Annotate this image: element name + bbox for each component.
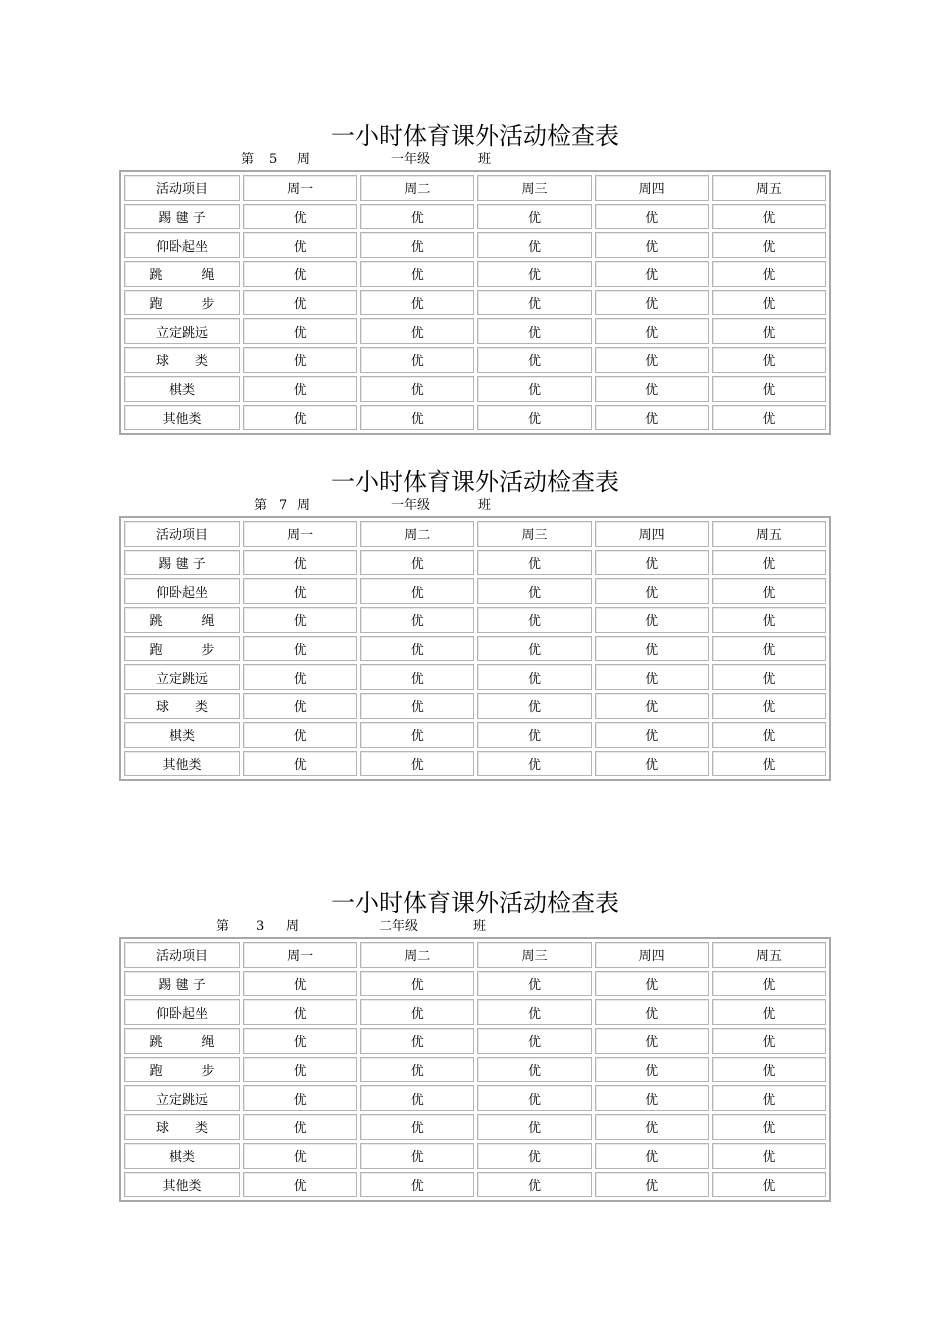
rating-cell: 优: [712, 405, 826, 431]
rating-cell: 优: [360, 1114, 474, 1140]
rating-cell: 优: [477, 1057, 591, 1083]
activity-name: 仰卧起坐: [124, 232, 240, 258]
rating-cell: 优: [477, 1172, 591, 1198]
rating-cell: 优: [477, 636, 591, 662]
rating-cell: 优: [595, 376, 709, 402]
rating-cell: 优: [243, 1028, 357, 1054]
rating-cell: 优: [712, 232, 826, 258]
table-row: [124, 693, 826, 719]
rating-cell: 优: [477, 347, 591, 373]
rating-cell: 优: [360, 636, 474, 662]
class-label: 班: [473, 919, 487, 934]
activity-name: 仰卧起坐: [124, 578, 240, 604]
sheet-subtitle: [119, 919, 831, 935]
activity-name: 跳 绳: [124, 261, 240, 287]
table-row: [124, 1085, 826, 1111]
rating-cell: 优: [243, 1114, 357, 1140]
activity-name: 跑 步: [124, 1057, 240, 1083]
activity-name: 踢 毽 子: [124, 204, 240, 230]
rating-cell: 优: [243, 1172, 357, 1198]
table-row: [124, 1114, 826, 1140]
header-cell: 周三: [477, 521, 591, 547]
activity-name: 仰卧起坐: [124, 999, 240, 1025]
rating-cell: 优: [595, 232, 709, 258]
header-cell: 周一: [243, 521, 357, 547]
activity-name: 跑 步: [124, 636, 240, 662]
rating-cell: 优: [360, 550, 474, 576]
table-row: [124, 318, 826, 344]
rating-cell: 优: [243, 204, 357, 230]
rating-cell: 优: [595, 1143, 709, 1169]
activity-name: 其他类: [124, 405, 240, 431]
table-row: [124, 204, 826, 230]
header-cell: 周四: [595, 175, 709, 201]
rating-cell: 优: [243, 999, 357, 1025]
activity-table: [119, 937, 831, 1202]
activity-name: 立定跳远: [124, 318, 240, 344]
header-cell: 周一: [243, 942, 357, 968]
rating-cell: 优: [712, 347, 826, 373]
rating-cell: 优: [595, 751, 709, 777]
sheet-title: 一小时体育课外活动检查表: [331, 122, 619, 150]
rating-cell: 优: [360, 318, 474, 344]
rating-cell: 优: [712, 578, 826, 604]
activity-name: 棋类: [124, 376, 240, 402]
rating-cell: 优: [595, 1085, 709, 1111]
table-row: [124, 971, 826, 997]
rating-cell: 优: [360, 999, 474, 1025]
activity-name: 球 类: [124, 347, 240, 373]
activity-table: [119, 170, 831, 435]
table-row: [124, 1028, 826, 1054]
rating-cell: 优: [477, 1028, 591, 1054]
rating-cell: 优: [712, 1028, 826, 1054]
rating-cell: 优: [477, 261, 591, 287]
rating-cell: 优: [712, 376, 826, 402]
grade: 一年级: [391, 152, 431, 167]
rating-cell: 优: [243, 971, 357, 997]
activity-name: 其他类: [124, 751, 240, 777]
rating-cell: 优: [477, 1085, 591, 1111]
sheet-title: 一小时体育课外活动检查表: [331, 889, 619, 917]
week-suffix: 周: [297, 152, 311, 167]
rating-cell: 优: [360, 204, 474, 230]
rating-cell: 优: [360, 578, 474, 604]
rating-cell: 优: [477, 550, 591, 576]
table-row: [124, 232, 826, 258]
activity-name: 立定跳远: [124, 664, 240, 690]
header-cell: 周五: [712, 942, 826, 968]
rating-cell: 优: [712, 204, 826, 230]
rating-cell: 优: [595, 636, 709, 662]
rating-cell: 优: [243, 405, 357, 431]
header-cell: 周五: [712, 175, 826, 201]
table-row: [124, 1057, 826, 1083]
rating-cell: 优: [712, 318, 826, 344]
week-number: 5: [269, 152, 278, 167]
rating-cell: 优: [360, 1085, 474, 1111]
rating-cell: 优: [477, 1143, 591, 1169]
rating-cell: 优: [243, 1085, 357, 1111]
rating-cell: 优: [243, 722, 357, 748]
header-cell: 活动项目: [124, 521, 240, 547]
rating-cell: 优: [360, 1143, 474, 1169]
rating-cell: 优: [243, 664, 357, 690]
table-row: [124, 664, 826, 690]
class-label: 班: [478, 498, 492, 513]
rating-cell: 优: [360, 232, 474, 258]
activity-name: 棋类: [124, 1143, 240, 1169]
rating-cell: 优: [595, 971, 709, 997]
rating-cell: 优: [477, 999, 591, 1025]
table-header-row: [124, 521, 826, 547]
rating-cell: 优: [712, 693, 826, 719]
rating-cell: 优: [477, 1114, 591, 1140]
rating-cell: 优: [595, 693, 709, 719]
sheet-subtitle: [119, 152, 831, 168]
rating-cell: 优: [477, 376, 591, 402]
rating-cell: 优: [360, 405, 474, 431]
rating-cell: 优: [595, 347, 709, 373]
week-number: 7: [279, 498, 288, 513]
sheet-subtitle: [119, 498, 831, 514]
table-row: [124, 290, 826, 316]
table-row: [124, 578, 826, 604]
rating-cell: 优: [477, 722, 591, 748]
rating-cell: 优: [595, 578, 709, 604]
table-row: [124, 1172, 826, 1198]
rating-cell: 优: [360, 1028, 474, 1054]
header-cell: 周四: [595, 942, 709, 968]
table-row: [124, 405, 826, 431]
rating-cell: 优: [595, 664, 709, 690]
rating-cell: 优: [595, 1114, 709, 1140]
sheet-title: 一小时体育课外活动检查表: [331, 468, 619, 496]
rating-cell: 优: [360, 751, 474, 777]
week-prefix: 第: [254, 498, 268, 513]
header-cell: 周二: [360, 942, 474, 968]
activity-name: 棋类: [124, 722, 240, 748]
class-label: 班: [478, 152, 492, 167]
rating-cell: 优: [360, 347, 474, 373]
rating-cell: 优: [712, 1143, 826, 1169]
rating-cell: 优: [595, 1172, 709, 1198]
activity-name: 踢 毽 子: [124, 971, 240, 997]
rating-cell: 优: [243, 318, 357, 344]
rating-cell: 优: [712, 751, 826, 777]
header-cell: 周四: [595, 521, 709, 547]
rating-cell: 优: [712, 1172, 826, 1198]
rating-cell: 优: [360, 290, 474, 316]
rating-cell: 优: [477, 232, 591, 258]
table-row: [124, 607, 826, 633]
rating-cell: 优: [712, 1085, 826, 1111]
rating-cell: 优: [712, 261, 826, 287]
table-header-row: [124, 942, 826, 968]
header-cell: 周二: [360, 521, 474, 547]
rating-cell: 优: [243, 376, 357, 402]
rating-cell: 优: [477, 751, 591, 777]
rating-cell: 优: [595, 204, 709, 230]
rating-cell: 优: [712, 722, 826, 748]
rating-cell: 优: [595, 290, 709, 316]
activity-name: 立定跳远: [124, 1085, 240, 1111]
rating-cell: 优: [360, 1172, 474, 1198]
rating-cell: 优: [477, 578, 591, 604]
rating-cell: 优: [712, 999, 826, 1025]
rating-cell: 优: [477, 971, 591, 997]
rating-cell: 优: [712, 636, 826, 662]
header-cell: 周三: [477, 942, 591, 968]
week-prefix: 第: [241, 152, 255, 167]
table-row: [124, 1143, 826, 1169]
rating-cell: 优: [243, 751, 357, 777]
activity-table: [119, 516, 831, 781]
rating-cell: 优: [477, 290, 591, 316]
rating-cell: 优: [595, 318, 709, 344]
rating-cell: 优: [243, 578, 357, 604]
table-row: [124, 376, 826, 402]
week-prefix: 第: [216, 919, 230, 934]
table-row: [124, 550, 826, 576]
header-cell: 周三: [477, 175, 591, 201]
rating-cell: 优: [477, 204, 591, 230]
table-row: [124, 261, 826, 287]
grade: 二年级: [379, 919, 419, 934]
rating-cell: 优: [595, 1028, 709, 1054]
header-cell: 活动项目: [124, 942, 240, 968]
rating-cell: 优: [360, 261, 474, 287]
rating-cell: 优: [360, 693, 474, 719]
rating-cell: 优: [712, 1114, 826, 1140]
rating-cell: 优: [712, 971, 826, 997]
rating-cell: 优: [595, 405, 709, 431]
rating-cell: 优: [477, 693, 591, 719]
rating-cell: 优: [477, 318, 591, 344]
rating-cell: 优: [243, 550, 357, 576]
rating-cell: 优: [360, 722, 474, 748]
rating-cell: 优: [712, 290, 826, 316]
activity-name: 跳 绳: [124, 1028, 240, 1054]
rating-cell: 优: [595, 1057, 709, 1083]
rating-cell: 优: [477, 664, 591, 690]
activity-name: 球 类: [124, 1114, 240, 1140]
rating-cell: 优: [595, 999, 709, 1025]
rating-cell: 优: [595, 722, 709, 748]
rating-cell: 优: [595, 550, 709, 576]
week-suffix: 周: [286, 919, 300, 934]
rating-cell: 优: [360, 1057, 474, 1083]
activity-name: 球 类: [124, 693, 240, 719]
rating-cell: 优: [243, 607, 357, 633]
activity-name: 踢 毽 子: [124, 550, 240, 576]
rating-cell: 优: [595, 261, 709, 287]
header-cell: 活动项目: [124, 175, 240, 201]
table-header-row: [124, 175, 826, 201]
rating-cell: 优: [712, 664, 826, 690]
rating-cell: 优: [712, 1057, 826, 1083]
table-row: [124, 999, 826, 1025]
table-row: [124, 751, 826, 777]
table-row: [124, 722, 826, 748]
rating-cell: 优: [243, 232, 357, 258]
table-row: [124, 636, 826, 662]
rating-cell: 优: [477, 405, 591, 431]
rating-cell: 优: [360, 607, 474, 633]
header-cell: 周五: [712, 521, 826, 547]
activity-name: 跑 步: [124, 290, 240, 316]
rating-cell: 优: [712, 607, 826, 633]
rating-cell: 优: [360, 376, 474, 402]
rating-cell: 优: [243, 1057, 357, 1083]
rating-cell: 优: [243, 1143, 357, 1169]
rating-cell: 优: [360, 664, 474, 690]
activity-name: 其他类: [124, 1172, 240, 1198]
rating-cell: 优: [243, 347, 357, 373]
rating-cell: 优: [360, 971, 474, 997]
rating-cell: 优: [243, 636, 357, 662]
table-row: [124, 347, 826, 373]
header-cell: 周一: [243, 175, 357, 201]
rating-cell: 优: [243, 693, 357, 719]
week-suffix: 周: [297, 498, 311, 513]
rating-cell: 优: [243, 290, 357, 316]
header-cell: 周二: [360, 175, 474, 201]
rating-cell: 优: [712, 550, 826, 576]
week-number: 3: [256, 919, 265, 934]
rating-cell: 优: [595, 607, 709, 633]
rating-cell: 优: [477, 607, 591, 633]
rating-cell: 优: [243, 261, 357, 287]
grade: 一年级: [391, 498, 431, 513]
activity-name: 跳 绳: [124, 607, 240, 633]
